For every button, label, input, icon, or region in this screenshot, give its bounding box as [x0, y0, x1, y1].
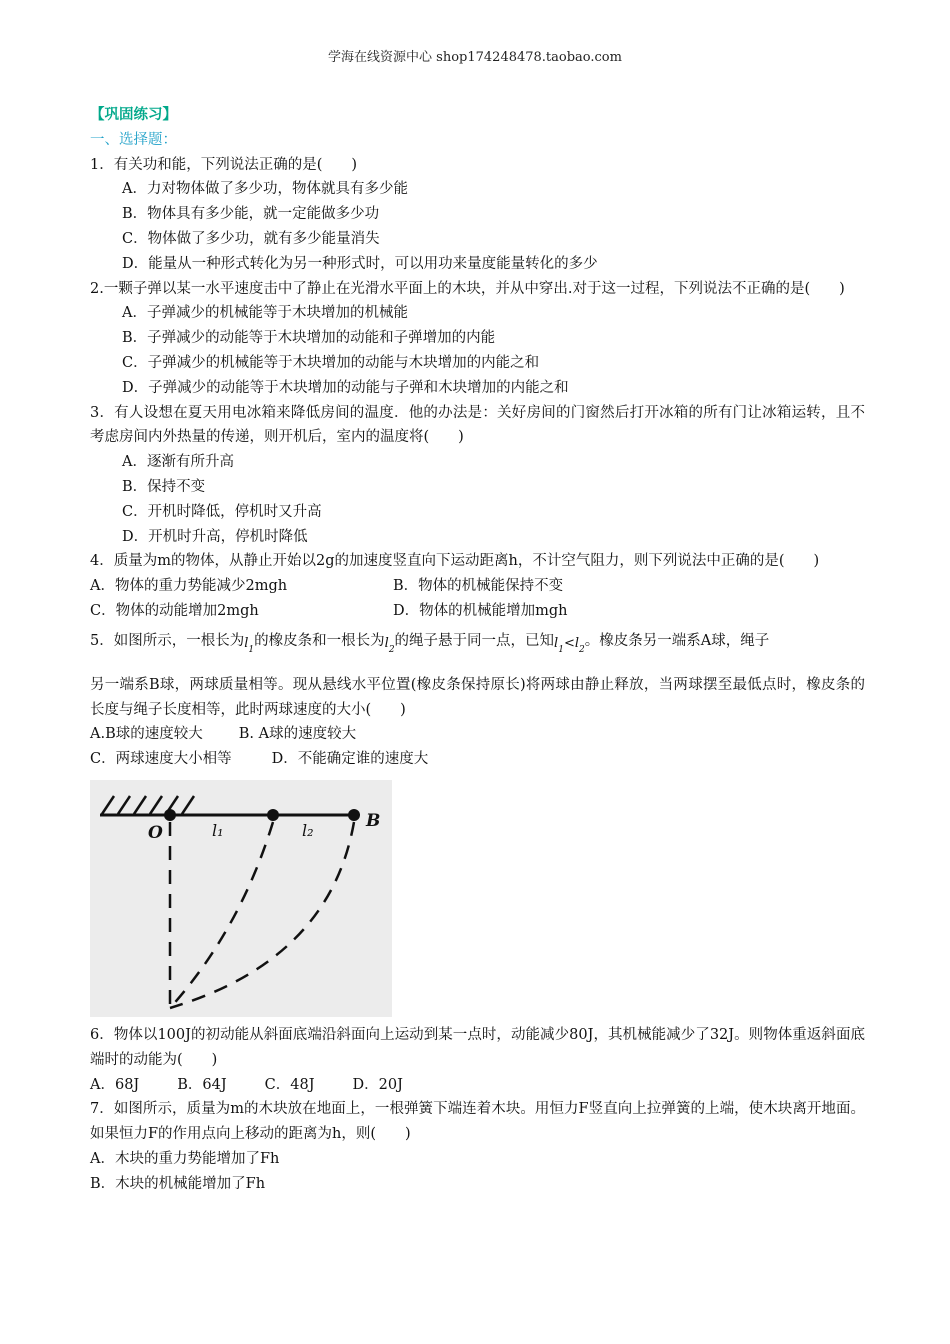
- option-d: D．20J: [352, 1076, 403, 1093]
- symbol-subscript: 1: [248, 644, 255, 655]
- option-d: D．子弹减少的动能等于木块增加的动能与子弹和木块增加的内能之和: [122, 379, 569, 396]
- options-row: [90, 722, 865, 747]
- ceiling-hatching: [102, 796, 194, 814]
- symbol-l1: [244, 635, 255, 655]
- options-row: [90, 1073, 865, 1098]
- page-header: 学海在线资源中心 shop174248478.taobao.com: [328, 50, 622, 65]
- option-d: D．不能确定谁的速度大: [271, 751, 429, 768]
- label-o: O: [148, 822, 163, 843]
- point-o: [164, 809, 176, 821]
- arc-b: [170, 822, 354, 1008]
- symbol-letter: l: [574, 635, 580, 651]
- pendulum-diagram: [90, 780, 392, 1017]
- option-a: A.B球的速度较大: [90, 726, 203, 743]
- category-title: 一、选择题：: [90, 131, 177, 148]
- section-title: 【巩固练习】: [90, 106, 177, 123]
- question-2: [90, 277, 865, 401]
- options-row: [90, 747, 865, 772]
- question-5: [90, 624, 865, 1017]
- question-6: [90, 1023, 865, 1097]
- symbol-subscript: 1: [558, 644, 564, 655]
- label-b: B: [366, 810, 381, 831]
- option-b: B．物体具有多少能，就一定能做多少功: [122, 206, 380, 223]
- question-stem: 2.一颗子弹以某一水平速度击中了静止在光滑水平面上的木块，并从中穿出.对于这一过程，下列说法不正确的是( ): [90, 280, 845, 297]
- symbol-subscript: 2: [579, 644, 585, 655]
- options-row: [90, 574, 865, 599]
- question-stem: 6．物体以100J的初动能从斜面底端沿斜面向上运动到某一点时，动能减少80J，其机械能减少了32J。则物体重返斜面底端时的动能为( ): [90, 1026, 865, 1068]
- question-stem: 3．有人设想在夏天用电冰箱来降低房间的温度．他的办法是：关好房间的门窗然后打开冰箱的所有门让冰箱运转，且不考虑房间内外热量的传递，则开机后，室内的温度将( ): [90, 404, 865, 446]
- question-stem: 7．如图所示，质量为m的木块放在地面上，一根弹簧下端连着木块。用恒力F竖直向上拉弹簧的上端，使木块离开地面。如果恒力F的作用点向上移动的距离为h，则( ): [90, 1101, 865, 1143]
- option-b: B．64J: [177, 1076, 227, 1093]
- option-c: C．两球速度大小相等: [90, 751, 232, 768]
- option-a: A．木块的重力势能增加了Fh: [90, 1150, 280, 1167]
- option-b: B. A球的速度较大: [238, 726, 357, 743]
- question-1: [90, 153, 865, 277]
- stem-text: 的橡皮条和一根长为: [254, 632, 385, 649]
- option-d: D．开机时升高，停机时降低: [122, 528, 308, 545]
- stem-text: 。橡皮条另一端系A球，绳子: [584, 632, 770, 649]
- less-than-sign: <: [563, 635, 575, 651]
- option-a: A．68J: [90, 1076, 140, 1093]
- symbol-l1: [554, 635, 564, 655]
- option-b: B．子弹减少的动能等于木块增加的动能和子弹增加的内能: [122, 330, 496, 347]
- symbol-l2: [384, 635, 395, 655]
- stem-text: 的绳子悬于同一点，已知: [394, 632, 555, 649]
- option-c: C．物体的动能增加2mgh: [90, 602, 259, 619]
- question-4: [90, 549, 865, 623]
- option-b: B．木块的机械能增加了Fh: [90, 1175, 266, 1192]
- arc-a: [170, 822, 273, 1008]
- option-b: B．保持不变: [122, 478, 206, 495]
- option-b: B．物体的机械能保持不变: [393, 578, 564, 595]
- option-a: A．物体的重力势能减少2mgh: [90, 578, 288, 595]
- symbol-letter: l: [384, 635, 389, 651]
- option-d: D．物体的机械能增加mgh: [393, 602, 568, 619]
- symbol-letter: l: [554, 635, 559, 651]
- option-c: C．子弹减少的机械能等于木块增加的动能与木块增加的内能之和: [122, 354, 540, 371]
- ball-a: [267, 809, 279, 821]
- option-a: A．逐渐有所升高: [122, 454, 234, 471]
- option-c: C．开机时降低，停机时又升高: [122, 503, 322, 520]
- ball-b: [348, 809, 360, 821]
- question-stem: 1．有关功和能，下列说法正确的是( ): [90, 156, 358, 173]
- question-stem: 4．质量为m的物体，从静止开始以2g的加速度竖直向下运动距离h，不计空气阻力，则下列说法中正确的是( ): [90, 553, 820, 570]
- option-d: D．能量从一种形式转化为另一种形式时，可以用功来量度能量转化的多少: [122, 255, 598, 272]
- symbol-letter: l: [244, 635, 249, 651]
- option-c: C．48J: [264, 1076, 315, 1093]
- option-c: C．物体做了多少功，就有多少能量消失: [122, 230, 380, 247]
- symbol-subscript: 2: [388, 644, 395, 655]
- question-3: [90, 401, 865, 550]
- stem-text: 5．如图所示，一根长为: [90, 632, 245, 649]
- document-body: [90, 103, 865, 1197]
- options-row: [90, 599, 865, 624]
- pendulum-figure: [90, 780, 392, 1017]
- question-7: [90, 1097, 865, 1196]
- option-a: A．力对物体做了多少功，物体就具有多少能: [122, 181, 408, 198]
- question-stem-rest: 另一端系B球，两球质量相等。现从悬线水平位置(橡皮条保持原长)将两球由静止释放，当两球摆至最低点时，橡皮条的长度与绳子长度相等，此时两球速度的大小( ): [90, 676, 865, 718]
- label-l2: l₂: [302, 820, 314, 840]
- question-stem-line-1: [90, 624, 865, 667]
- symbol-l2: [574, 635, 585, 655]
- option-a: A．子弹减少的机械能等于木块增加的机械能: [122, 305, 408, 322]
- label-l1: l₁: [212, 820, 224, 840]
